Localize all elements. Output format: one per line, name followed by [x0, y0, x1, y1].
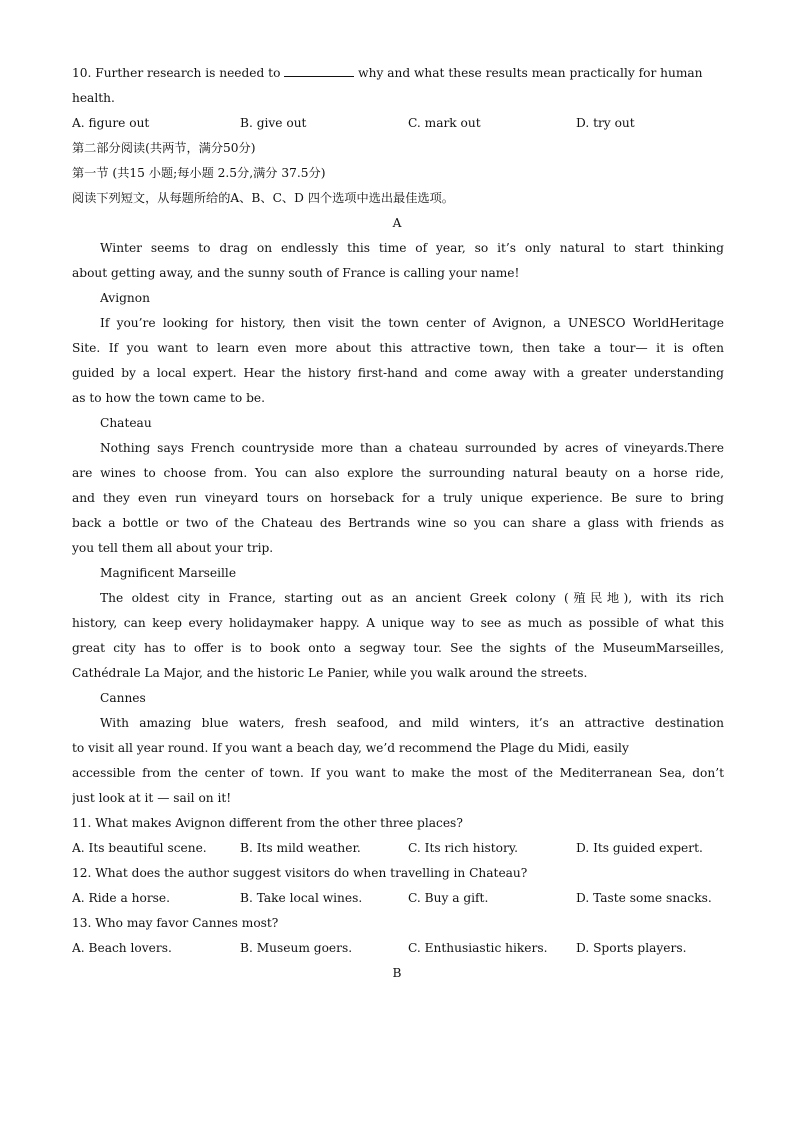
section-heading-chateau: Chateau: [100, 416, 152, 430]
q12-option-a: A. Ride a horse.: [72, 891, 171, 905]
chateau-paragraph-line: are wines to choose from. You can also explore the surrounding natural beauty on a horse ride,: [72, 466, 724, 480]
q13-option-a: A. Beach lovers.: [72, 941, 172, 955]
cannes-paragraph-line: to visit all year round. If you want a beach day, we’d recommend the Plage du Midi, easily: [72, 741, 629, 755]
q12-option-c: C. Buy a gift.: [408, 891, 489, 905]
section-heading-cannes: Cannes: [100, 691, 146, 705]
q11-options: [72, 838, 724, 858]
passage-a-intro-line: Winter seems to drag on endlessly this time of year, so it’s only natural to start thinking: [100, 241, 724, 255]
q10-blank: [284, 64, 354, 77]
q11-option-a: A. Its beautiful scene.: [72, 841, 207, 855]
q13-stem: 13. Who may favor Cannes most?: [72, 916, 279, 930]
passage-a-intro-line: about getting away, and the sunny south of France is calling your name!: [72, 266, 520, 280]
chateau-paragraph-line: Nothing says French countryside more than a chateau surrounded by acres of vineyards.There: [100, 441, 724, 455]
chateau-paragraph-line: and they even run vineyard tours on horseback for a truly unique experience. Be sure to bring: [72, 491, 724, 505]
q10-option-b: B. give out: [240, 116, 307, 130]
q13-option-b: B. Museum goers.: [240, 941, 353, 955]
cannes-paragraph-line: accessible from the center of town. If you want to make the most of the Mediterranean Sea, don’t: [72, 766, 724, 780]
avignon-paragraph-line: If you’re looking for history, then visit the town center of Avignon, a UNESCO WorldHeritage: [100, 316, 724, 330]
marseille-paragraph-line: The oldest city in France, starting out as an ancient Greek colony (殖民地), with its rich: [100, 591, 724, 605]
reading-instruction: 阅读下列短文，从每题所给的A、B、C、D 四个选项中选出最佳选项。: [72, 191, 454, 205]
q12-option-d: D. Taste some snacks.: [576, 891, 712, 905]
avignon-paragraph-line: Site. If you want to learn even more about this attractive town, then take a tour— it is often: [72, 341, 724, 355]
q10-stem: [72, 63, 724, 83]
chateau-paragraph-line: you tell them all about your trip.: [72, 541, 274, 555]
avignon-paragraph-line: guided by a local expert. Hear the history first-hand and come away with a greater understanding: [72, 366, 724, 380]
q11-option-c: C. Its rich history.: [408, 841, 518, 855]
passage-b-label: B: [392, 966, 402, 980]
cannes-paragraph-line: just look at it — sail on it!: [72, 791, 232, 805]
q10-stem-cont: health.: [72, 91, 115, 105]
section-heading-avignon: Avignon: [100, 291, 150, 305]
passage-a-label: A: [392, 216, 402, 230]
q10-option-a: A. figure out: [72, 116, 150, 130]
section-heading-marseille: Magnificent Marseille: [100, 566, 237, 580]
q10-stem-after: why and what these results mean practically for human: [358, 66, 703, 80]
q11-option-b: B. Its mild weather.: [240, 841, 361, 855]
q13-options: [72, 938, 724, 958]
q12-option-b: B. Take local wines.: [240, 891, 363, 905]
marseille-paragraph-line: great city has to offer is to book onto a segway tour. See the sights of the MuseumMarseilles,: [72, 641, 724, 655]
q10-options: [72, 113, 724, 133]
marseille-paragraph-line: history, can keep every holidaymaker happy. A unique way to see as much as possible of what this: [72, 616, 724, 630]
q13-option-c: C. Enthusiastic hikers.: [408, 941, 548, 955]
q11-stem: 11. What makes Avignon different from the other three places?: [72, 816, 463, 830]
section1-title: 第一节 (共15 小题;每小题 2.5分,满分 37.5分): [72, 166, 326, 180]
q12-options: [72, 888, 724, 908]
q10-option-d: D. try out: [576, 116, 635, 130]
q10-stem-before: 10. Further research is needed to: [72, 66, 281, 80]
part2-title: 第二部分阅读(共两节，满分50分): [72, 141, 256, 155]
avignon-paragraph-line: as to how the town came to be.: [72, 391, 265, 405]
q10-option-c: C. mark out: [408, 116, 481, 130]
chateau-paragraph-line: back a bottle or two of the Chateau des Bertrands wine so you can share a glass with friends as: [72, 516, 724, 530]
cannes-paragraph-line: With amazing blue waters, fresh seafood, and mild winters, it’s an attractive destination: [100, 716, 724, 730]
marseille-paragraph-line: Cathédrale La Major, and the historic Le Panier, while you walk around the streets.: [72, 666, 588, 680]
q11-option-d: D. Its guided expert.: [576, 841, 703, 855]
q13-option-d: D. Sports players.: [576, 941, 687, 955]
q12-stem: 12. What does the author suggest visitors do when travelling in Chateau?: [72, 866, 528, 880]
